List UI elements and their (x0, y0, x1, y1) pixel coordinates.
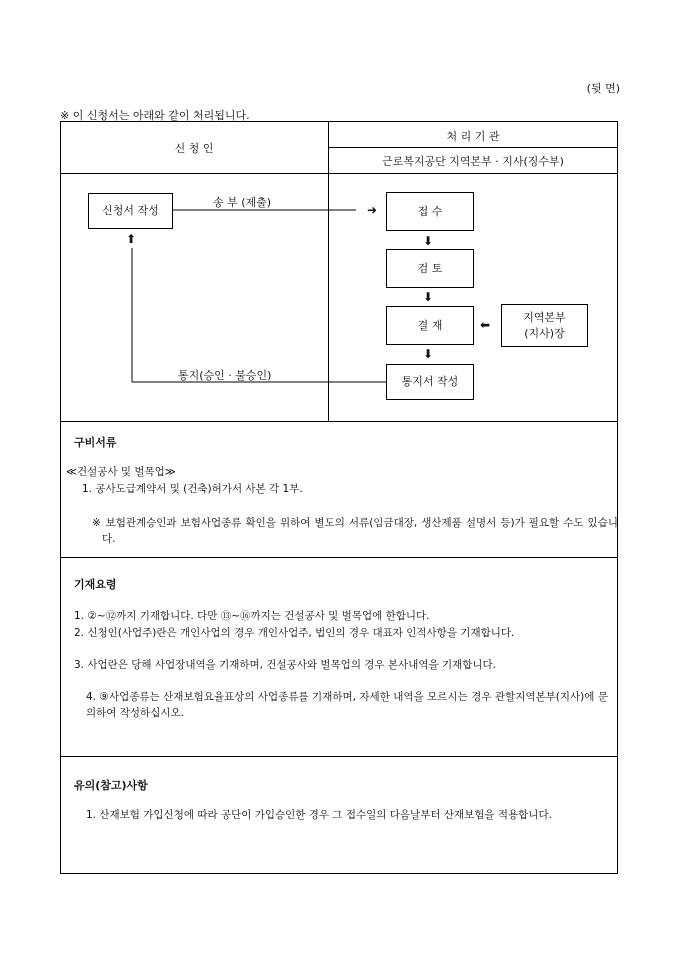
down-arrow-icon: ⬇ (423, 290, 434, 304)
page-label: (뒷 면) (586, 82, 620, 95)
up-arrow-icon: ⬆ (126, 232, 137, 246)
agency-header: 처 리 기 관 (446, 130, 500, 143)
right-arrow-icon: ➜ (367, 203, 378, 217)
top-note: ※ 이 신청서는 아래와 같이 처리됩니다. (60, 109, 250, 122)
section-line (60, 421, 618, 422)
send-label: 송 부 (제출) (213, 196, 272, 209)
agency-subheader: 근로복지공단 지역본부 · 지사(징수부) (382, 155, 564, 168)
required-docs-note: ※ 보험관계승인과 보험사업종류 확인을 위하여 별도의 서류(임금대장, 생산제품 설명서 등)가 필요할 수도 있습니다. (92, 517, 618, 545)
section-line (60, 756, 618, 757)
required-docs-item: 1. 공사도급계약서 및 (건축)허가서 사본 각 1부. (82, 483, 303, 495)
instruction-item: 2. 신청인(사업주)란은 개인사업의 경우 개인사업주, 법인의 경우 대표자 인적사항을 기재합니다. (74, 627, 515, 639)
left-arrow-icon: ⬅ (480, 318, 491, 332)
required-docs-title: 구비서류 (74, 436, 117, 449)
head-box: 지역본부 (지사)장 (501, 304, 588, 347)
receipt-box: 접 수 (386, 192, 474, 231)
review-box: 검 토 (386, 249, 474, 288)
write-application-box: 신청서 작성 (88, 193, 173, 229)
agency-header-line (328, 147, 618, 148)
instructions-title: 기재요령 (74, 578, 117, 591)
instruction-item: 1. ②~⑫까지 기재합니다. 다만 ⑬~⑯까지는 건설공사 및 벌목업에 한합니다. (74, 610, 430, 622)
instruction-item: 3. 사업란은 당해 사업장내역을 기재하며, 건설공사와 벌목업의 경우 본사내역을 기재합니다. (74, 659, 497, 671)
notes-title: 유의(참고)사항 (74, 779, 148, 792)
instruction-item: 4. ⑨사업종류는 산재보험요율표상의 사업종류를 기재하며, 자세한 내역을 모르시는 경우 관할지역본부(지사)에 문의하여 작성하십시오. (86, 691, 608, 719)
down-arrow-icon: ⬇ (423, 234, 434, 248)
section-line (60, 557, 618, 558)
notice-write-box: 통지서 작성 (386, 364, 474, 400)
required-docs-category: ≪건설공사 및 벌목업≫ (66, 466, 176, 478)
approval-box: 결 재 (386, 306, 474, 345)
applicant-header: 신 청 인 (174, 142, 214, 155)
down-arrow-icon: ⬇ (423, 347, 434, 361)
notice-label: 통지(승인 · 불승인) (178, 369, 272, 382)
notes-item: 1. 산재보험 가입신청에 따라 공단이 가입승인한 경우 그 접수일의 다음날부터 산재보험을 적용합니다. (86, 809, 552, 821)
